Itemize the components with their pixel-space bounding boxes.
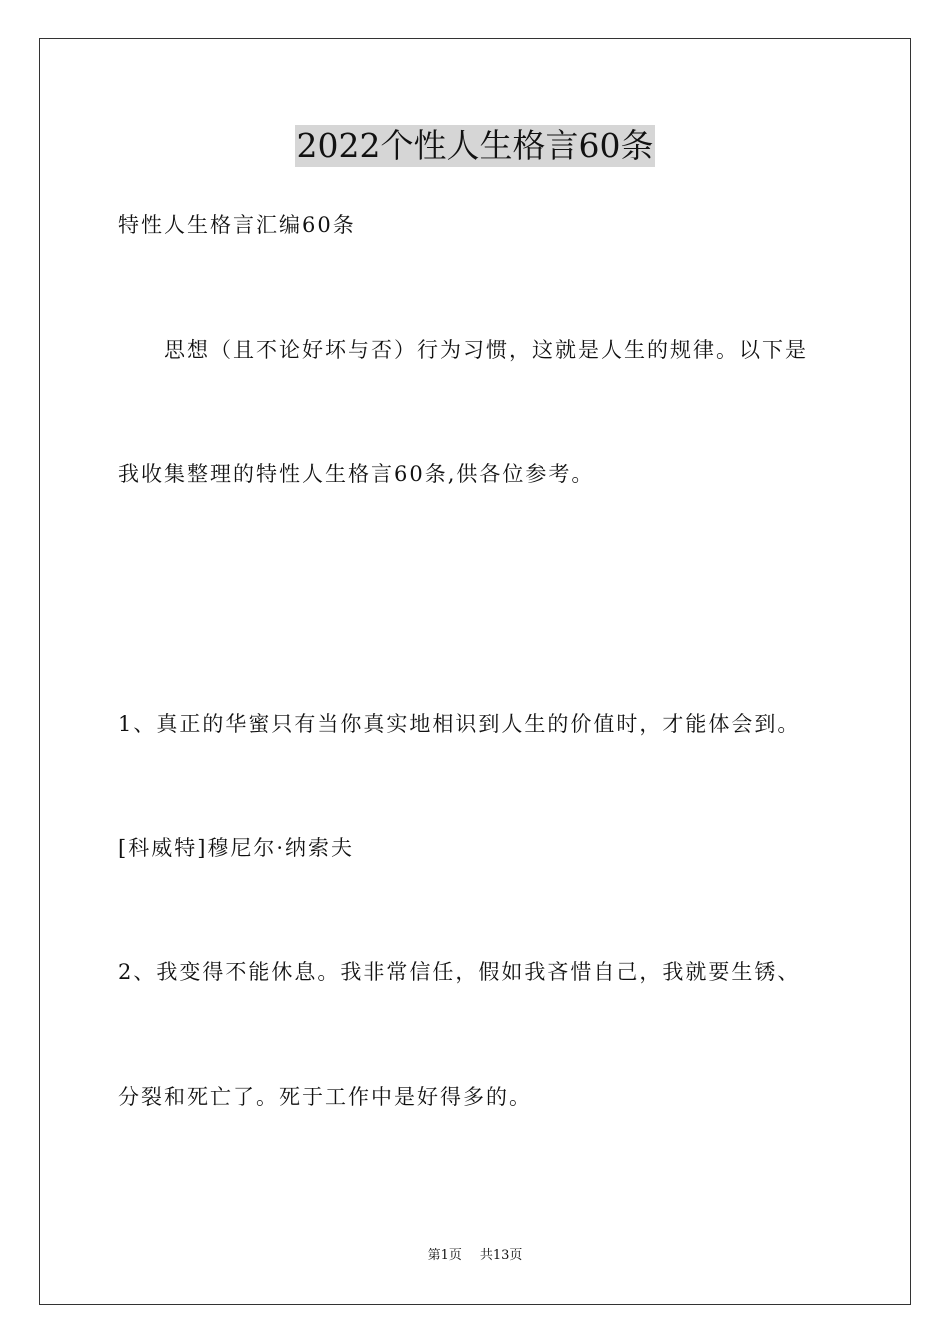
quote-2-line-2: 分裂和死亡了。死于工作中是好得多的。 (118, 1085, 532, 1109)
quote-1-text: 1、真正的华蜜只有当你真实地相识到人生的价值时，才能体会到。 (118, 712, 801, 736)
page-footer (0, 1247, 950, 1265)
page-number-current: 第1页 (427, 1248, 462, 1263)
document-subtitle: 特性人生格言汇编60条 (118, 213, 356, 237)
quote-1-author: [科威特]穆尼尔·纳索夫 (118, 836, 355, 860)
paragraph-line-2: 我收集整理的特性人生格言60条,供各位参考。 (118, 462, 595, 486)
page-number-total: 共13页 (479, 1248, 523, 1263)
paragraph-line-1: 思想（且不论好坏与否）行为习惯，这就是人生的规律。以下是 (118, 338, 808, 362)
document-title: 2022个性人生格言60条 (296, 126, 654, 165)
quote-2-line-1: 2、我变得不能休息。我非常信任，假如我吝惜自己，我就要生锈、 (118, 960, 801, 984)
title-container (0, 125, 950, 167)
